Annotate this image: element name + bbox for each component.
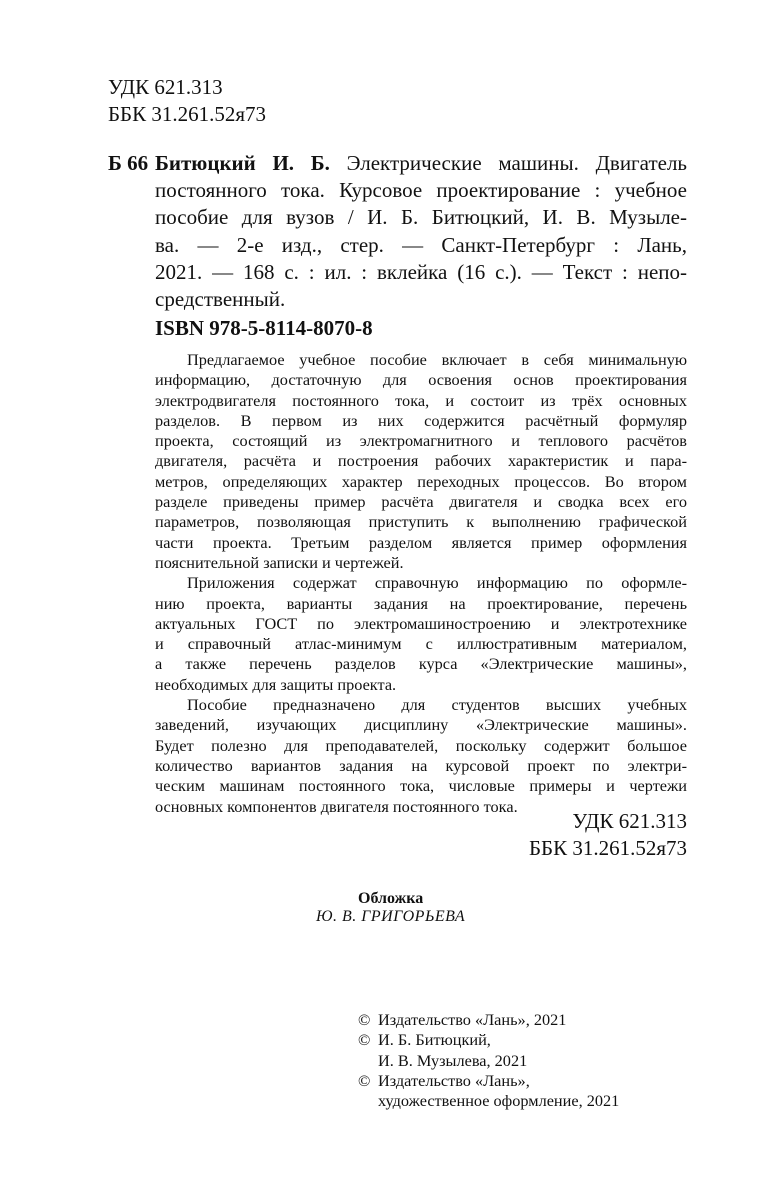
biblio-line: средственный. [155, 287, 286, 312]
annotation-line: параметров, позволяющая приступить к выполнению графической [155, 512, 687, 532]
copyright-entry [358, 1010, 619, 1030]
author-sign-code: Б 66 [108, 151, 149, 175]
annotation-line: двигателя, расчёта и построения рабочих характеристик и пара- [155, 451, 687, 471]
copyright-block [358, 1010, 619, 1111]
annotation-line: электродвигателя постоянного тока, и состоит из трёх основных [155, 390, 687, 410]
annotation-line: заведений, изучающих дисциплину «Электрические машины». [155, 715, 687, 735]
cover-designer-name: Ю. В. ГРИГОРЬЕВА [316, 908, 466, 925]
annotation-paragraph-3 [155, 695, 687, 817]
copyright-holder: Издательство «Лань», [378, 1070, 530, 1090]
annotation-line: Предлагаемое учебное пособие включает в себя минимальную [187, 350, 687, 369]
udk-bbk-header [108, 74, 266, 128]
annotation-line: разделов. В первом из них содержится расчётный формуляр [155, 410, 687, 430]
annotation-line: Пособие предназначено для студентов высших учебных [187, 695, 687, 715]
bbk-code: ББК 31.261.52я73 [528, 836, 687, 860]
udk-code: УДК 621.313 [108, 75, 223, 99]
annotation-line: информацию, достаточную для освоения основ проектирования [155, 370, 687, 390]
udk-bbk-footer [529, 808, 687, 862]
annotation-line: а также перечень разделов курса «Электрические машины», [155, 654, 687, 674]
bbk-code: ББК 31.261.52я73 [108, 102, 267, 126]
isbn: ISBN 978-5-8114-8070-8 [155, 316, 373, 340]
copyright-icon: © [358, 1010, 371, 1029]
biblio-line: Битюцкий И. Б. Электрические машины. Двигатель [155, 151, 687, 175]
annotation-line: Приложения содержат справочную информацию по оформле- [187, 573, 687, 593]
annotation-line: основных компонентов двигателя постоянного тока. [155, 796, 518, 816]
annotation-line: ческим машинам постоянного тока, числовые примеры и чертежи [155, 776, 687, 796]
annotation [155, 350, 687, 817]
annotation-line: и справочный атлас-минимум с иллюстративным материалом, [155, 634, 687, 654]
copyright-holder-continued: художественное оформление, 2021 [378, 1091, 620, 1111]
annotation-line: актуальных ГОСТ по электромашиностроению и электротехнике [155, 613, 687, 633]
annotation-line: части проекта. Третьим разделом является пример оформления [155, 532, 687, 552]
annotation-line: Будет полезно для преподавателей, поскольку содержит большое [155, 735, 687, 755]
copyright-holder: Издательство «Лань», 2021 [378, 1010, 567, 1029]
copyright-icon: © [358, 1070, 371, 1090]
annotation-line: проекта, состоящий из электромагнитного и теплового расчётов [155, 431, 687, 451]
biblio-line: постоянного тока. Курсовое проектирование : учебное [155, 178, 687, 203]
copyright-entry [358, 1030, 619, 1071]
annotation-line: количество вариантов задания на курсовой проект по электри- [155, 755, 687, 775]
annotation-line: метров, определяющих характер переходных процессов. Во втором [155, 471, 687, 491]
copyright-entry [358, 1071, 619, 1112]
author-name: Битюцкий И. Б. [155, 151, 330, 175]
copyright-holder-continued: И. В. Музылева, 2021 [378, 1050, 528, 1070]
biblio-line: пособие для вузов / И. Б. Битюцкий, И. В. Музыле- [155, 205, 687, 230]
cover-label: Обложка [358, 890, 424, 907]
annotation-line: разделе приведены пример расчёта двигателя и сводка всех его [155, 492, 687, 512]
annotation-line: пояснительной записки и чертежей. [155, 552, 404, 572]
biblio-line: 2021. — 168 с. : ил. : вклейка (16 с.). — Текст : непо- [155, 259, 687, 284]
annotation-line: необходимых для защиты проекта. [155, 674, 397, 694]
annotation-line: нию проекта, варианты задания на проектирование, перечень [155, 593, 687, 613]
annotation-paragraph-1 [155, 350, 687, 573]
annotation-paragraph-2 [155, 573, 687, 695]
copyright-holder: И. Б. Битюцкий, [378, 1030, 491, 1050]
biblio-line: ва. — 2-е изд., стер. — Санкт-Петербург : Лань, [155, 232, 687, 257]
copyright-icon: © [358, 1030, 371, 1050]
bibliographic-description [155, 150, 687, 313]
udk-code: УДК 621.313 [572, 809, 687, 833]
